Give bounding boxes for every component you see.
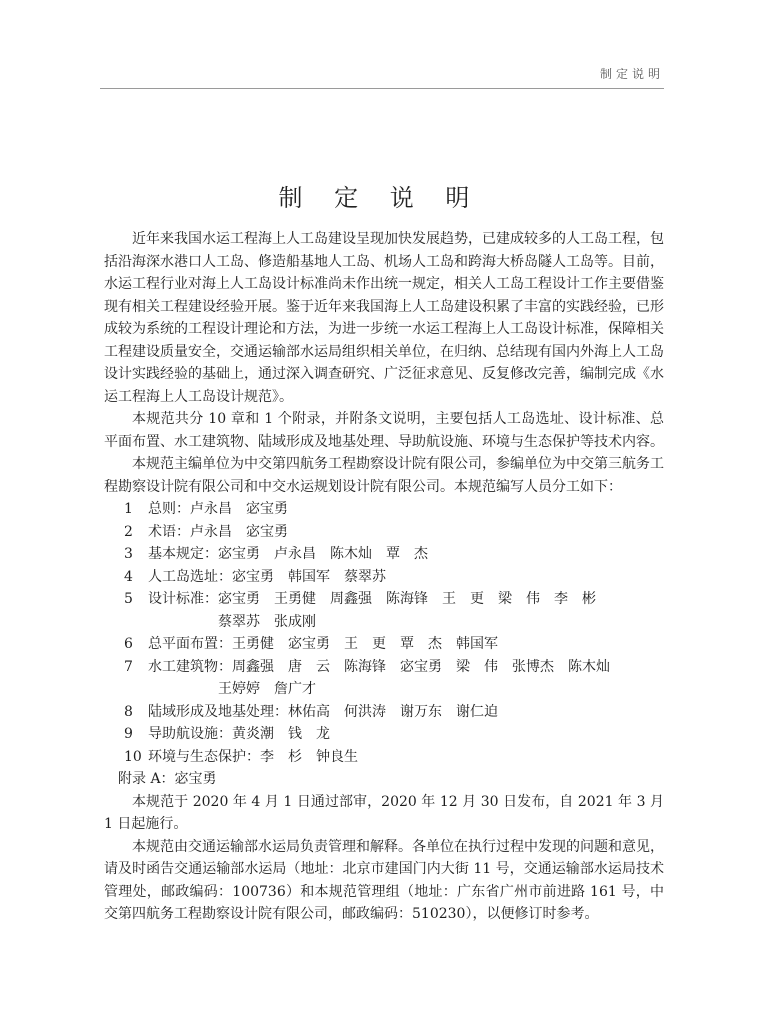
page-title: 制 定 说 明 [278, 184, 482, 212]
item-number: 3 [124, 546, 133, 562]
item-text-continued: 蔡翠苏 张成刚 [218, 613, 316, 630]
item-text: 水工建筑物：周鑫强 唐 云 陈海锋 宓宝勇 梁 伟 张博杰 陈木灿 [148, 658, 610, 675]
item-text-continued: 王婷婷 詹广才 [218, 681, 316, 697]
author-item [104, 746, 664, 769]
item-number: 8 [124, 703, 133, 720]
item-number: 9 [124, 726, 133, 742]
running-header: 制定说明 [599, 67, 664, 81]
item-text: 基本规定：宓宝勇 卢永昌 陈木灿 覃 杰 [148, 546, 428, 562]
author-item [104, 498, 664, 521]
author-list [104, 498, 664, 768]
author-item [104, 633, 664, 656]
item-text: 导助航设施：黄炎潮 钱 龙 [148, 726, 330, 742]
header-rule [100, 88, 664, 89]
item-text: 总则：卢永昌 宓宝勇 [148, 501, 288, 517]
item-text: 总平面布置：王勇健 宓宝勇 王 更 覃 杰 韩国军 [148, 636, 498, 652]
item-number: 7 [124, 658, 133, 675]
item-number: 2 [124, 523, 133, 540]
paragraph-intro: 近年来我国水运工程海上人工岛建设呈现加快发展趋势，已建成较多的人工岛工程，包括沿海深水港口人工岛、修造船基地人工岛、机场人工岛和跨海大桥岛隧人工岛等。目前，水运工程行业对海上人工岛设计标准尚未作出统一规定，相关人工岛工程设计工作主要借鉴现有相关工程建设经验开展。鉴于近年来我国海上人工岛建设积累了丰富的实践经验，已形成较为系统的工程设计理论和方法，为进一步统一水运工程海上人工岛设计标准，保障相关工程建设质量安全，交通运输部水运局组织相关单位，在归纳、总结现有国内外海上人工岛设计实践经验的基础上，通过深入调查研究、广泛征求意见、反复修改完善，编制完成《水运工程海上人工岛设计规范》。 [104, 231, 664, 405]
item-number: 5 [124, 591, 133, 607]
item-text: 环境与生态保护：李 杉 钟良生 [148, 748, 358, 765]
paragraph-units: 本规范主编单位为中交第四航务工程勘察设计院有限公司，参编单位为中交第三航务工程勘察设计院有限公司和中交水运规划设计院有限公司。本规范编写人员分工如下： [104, 456, 664, 495]
author-item [104, 723, 664, 746]
item-number: 6 [124, 636, 133, 652]
item-text: 人工岛选址：宓宝勇 韩国军 蔡翠苏 [148, 568, 386, 585]
author-item [104, 701, 664, 724]
paragraph-contact: 本规范由交通运输部水运局负责管理和解释。各单位在执行过程中发现的问题和意见，请及时函告交通运输部水运局（地址：北京市建国门内大街 11 号，交通运输部水运局技术管理处，邮政编码：100736）和本规范管理组（地址：广东省广州市前进路 161 号，中交第四航务工程勘察设计院有限公司，邮政编码：510230），以便修订时参考。 [104, 838, 664, 922]
item-text: 设计标准：宓宝勇 王勇健 周鑫强 陈海锋 王 更 梁 伟 李 彬 [148, 591, 596, 607]
document-body [104, 228, 664, 926]
paragraph-structure: 本规范共分 10 章和 1 个附录，并附条文说明，主要包括人工岛选址、设计标准、总平面布置、水工建筑物、陆域形成及地基处理、导助航设施、环境与生态保护等技术内容。 [104, 411, 664, 450]
item-text: 术语：卢永昌 宓宝勇 [148, 523, 288, 540]
paragraph-dates: 本规范于 2020 年 4 月 1 日通过部审，2020 年 12 月 30 日发布，自 2021 年 3 月 1 日起施行。 [104, 793, 664, 832]
item-number: 4 [124, 568, 133, 585]
appendix-line: 附录 A：宓宝勇 [118, 771, 217, 787]
item-number: 10 [124, 748, 142, 765]
author-item [104, 543, 664, 566]
item-number: 1 [124, 501, 133, 517]
item-text: 陆域形成及地基处理：林佑高 何洪涛 谢万东 谢仁迫 [148, 703, 498, 720]
author-item [104, 566, 664, 589]
author-item [104, 656, 664, 701]
author-item [104, 588, 664, 633]
author-item [104, 521, 664, 544]
